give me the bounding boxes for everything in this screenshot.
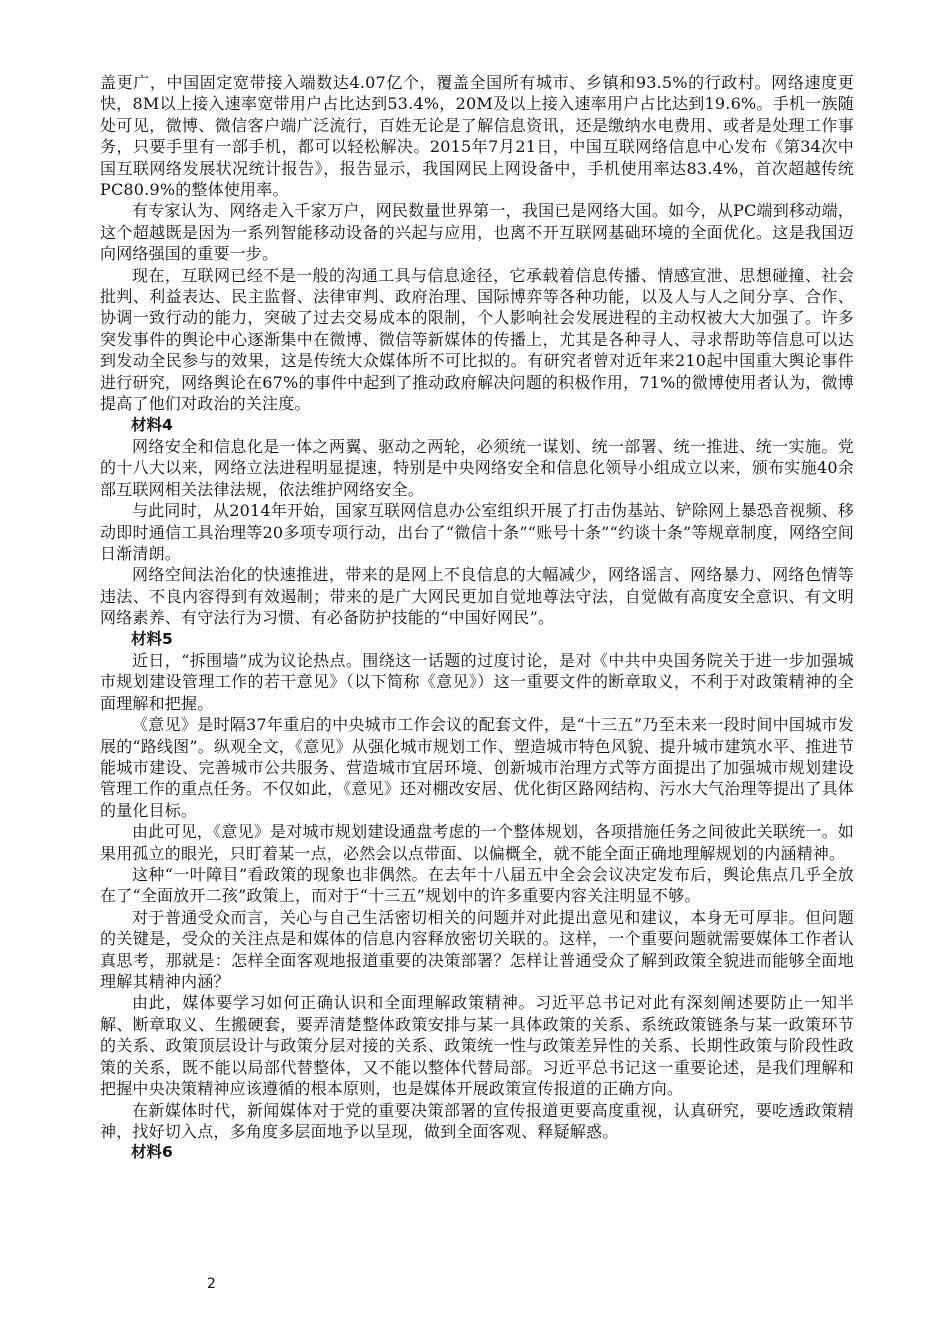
section-heading-material-5: 材料5	[131, 629, 173, 648]
paragraph: 这种“一叶障目”看政策的现象也非偶然。在去年十八届五中全会会议决定发布后，舆论焦点几乎全放在了“全面放开二孩”政策上，而对于“十三五”规划中的许多重要内容关注明显不够。	[100, 865, 854, 906]
paragraph: 现在，互联网已经不是一般的沟通工具与信息途径，它承载着信息传播、情感宣泄、思想碰撞、社会批判、利益表达、民主监督、法律审判、政府治理、国际博弈等各种功能，以及人与人之间分享、合作、协调一致行动的能力，突破了过去交易成本的限制，个人影响社会发展进程的主动权被大大加强了。许多突发事件的舆论中心逐渐集中在微博、微信等新媒体的传播上，尤其是各种寻人、寻求帮助等信息可以达到发动全民参与的效果，这是传统大众媒体所不可比拟的。有研究者曾对近年来210起中国重大舆论事件进行研究，网络舆论在67%的事件中起到了推动政府解决问题的积极作用，71%的微博使用者认为，微博提高了他们对政治的关注度。	[100, 265, 854, 414]
page-number: 2	[207, 1276, 216, 1292]
paragraph: 在新媒体时代，新闻媒体对于党的重要决策部署的宣传报道更要高度重视，认真研究，要吃透政策精神，找好切入点，多角度多层面地予以呈现，做到全面客观、释疑解惑。	[100, 1100, 854, 1141]
document-page	[100, 72, 854, 1164]
paragraph: 网络空间法治化的快速推进，带来的是网上不良信息的大幅减少，网络谣言、网络暴力、网络色情等违法、不良内容得到有效遏制；带来的是广大网民更加自觉地尊法守法，自觉做有高度安全意识、有文明网络素养、有守法行为习惯、有必备防护技能的“中国好网民”。	[100, 565, 854, 628]
paragraph: 《意见》是时隔37年重启的中央城市工作会议的配套文件，是“十三五”乃至未来一段时间中国城市发展的“路线图”。纵观全文，《意见》从强化城市规划工作、塑造城市特色风貌、提升城市建筑水平、推进节能城市建设、完善城市公共服务、营造城市宜居环境、创新城市治理方式等方面提出了加强城市规划建设管理工作的重点任务。不仅如此，《意见》还对棚改安居、优化街区路网结构、污水大气治理等提出了具体的量化目标。	[100, 715, 854, 820]
paragraph: 由此可见，《意见》是对城市规划建设通盘考虑的一个整体规划，各项措施任务之间彼此关联统一。如果用孤立的眼光，只盯着某一点，必然会以点带面、以偏概全，就不能全面正确地理解规划的内涵精神。	[100, 822, 854, 863]
paragraph: 近日，“拆围墙”成为议论热点。围绕这一话题的过度讨论，是对《中共中央国务院关于进一步加强城市规划建设管理工作的若干意见》（以下简称《意见》）这一重要文件的断章取义，不利于对政策精神的全面理解和把握。	[100, 650, 854, 713]
section-heading-material-6: 材料6	[131, 1143, 173, 1162]
paragraph: 盖更广，中国固定宽带接入端数达4.07亿个，覆盖全国所有城市、乡镇和93.5%的行政村。网络速度更快，8M以上接入速率宽带用户占比达到53.4%，20M及以上接入速率用户占比达到19.6%。手机一族随处可见，微博、微信客户端广泛流行，百姓无论是了解信息资讯，还是缴纳水电费用、或者是处理工作事务，只要手里有一部手机，都可以轻松解决。2015年7月21日，中国互联网络信息中心发布《第34次中国互联网络发展状况统计报告》，报告显示，我国网民上网设备中，手机使用率达83.4%，首次超越传统PC80.9%的整体使用率。	[100, 73, 854, 200]
paragraph: 与此同时，从2014年开始，国家互联网信息办公室组织开展了打击伪基站、铲除网上暴恐音视频、移动即时通信工具治理等20多项专项行动，出台了“微信十条”“账号十条”“约谈十条”等规章制度，网络空间日渐清朗。	[100, 501, 854, 563]
paragraph: 由此，媒体要学习如何正确认识和全面理解政策精神。习近平总书记对此有深刻阐述要防止一知半解、断章取义、生搬硬套，要弄清楚整体政策安排与某一具体政策的关系、系统政策链条与某一政策环节的关系、政策顶层设计与政策分层对接的关系、政策统一性与政策差异性的关系、长期性政策与阶段性政策的关系，既不能以局部代替整体，又不能以整体代替局部。习近平总书记这一重要论述，是我们理解和把握中央决策精神应该遵循的根本原则，也是媒体开展政策宣传报道的正确方向。	[100, 993, 854, 1099]
section-heading-material-4: 材料4	[131, 415, 173, 434]
paragraph: 有专家认为、网络走入千家万户，网民数量世界第一，我国已是网络大国。如今，从PC端到移动端，这个超越既是因为一系列智能移动设备的兴起与应用，也离不开互联网基础环境的全面优化。这是我国迈向网络强国的重要一步。	[100, 201, 854, 264]
paragraph: 网络安全和信息化是一体之两翼、驱动之两轮，必须统一谋划、统一部署、统一推进、统一实施。党的十八大以来，网络立法进程明显提速，特别是中央网络安全和信息化领导小组成立以来，颁布实施40余部互联网相关法律法规，依法维护网络安全。	[100, 436, 854, 499]
paragraph: 对于普通受众而言，关心与自己生活密切相关的问题并对此提出意见和建议，本身无可厚非。但问题的关键是，受众的关注点是和媒体的信息内容释放密切关联的。这样，一个重要问题就需要媒体工作者认真思考，那就是：怎样全面客观地报道重要的决策部署？怎样让普通受众了解到政策全貌进而能够全面地理解其精神内涵？	[100, 907, 854, 992]
